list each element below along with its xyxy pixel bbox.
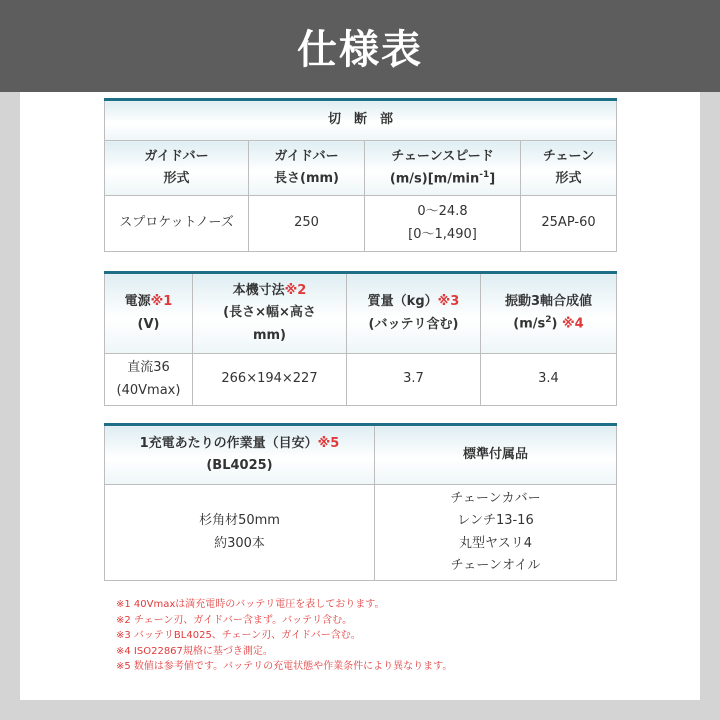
header-chain-type: チェーン 形式 xyxy=(521,141,617,196)
header-work-amount: 1充電あたりの作業量（目安）※5 (BL4025) xyxy=(105,425,375,485)
cell-accessories: チェーンカバー レンチ13-16 丸型ヤスリ4 チェーンオイル xyxy=(375,485,617,581)
page-header xyxy=(0,0,720,92)
cell-vibration: 3.4 xyxy=(481,354,617,406)
header-power: 電源※1 (V) xyxy=(105,273,193,354)
footnote-1: ※1 40Vmaxは満充電時のバッテリ電圧を表しております。 xyxy=(116,599,385,610)
work-table xyxy=(104,423,617,581)
header-chain-speed: チェーンスピード $(m/s)[m/\min^{-1}]$ xyxy=(365,141,521,196)
header-accessories: 標準付属品 xyxy=(375,425,617,485)
cutting-table xyxy=(104,98,617,252)
header-weight: 質量（kg）※3 (バッテリ含む) xyxy=(347,273,481,354)
cutting-section-title: 切 断 部 xyxy=(105,100,617,141)
footnote-3: ※3 バッテリBL4025、チェーン刃、ガイドバー含む。 xyxy=(116,630,361,641)
footnotes xyxy=(116,597,452,675)
cell-chain-type: 25AP-60 xyxy=(521,196,617,252)
footnote-5: ※5 数値は参考値です。バッテリの充電状態や作業条件により異なります。 xyxy=(116,661,453,672)
header-dimensions: 本機寸法※2 (長さ×幅×高さ mm) xyxy=(193,273,347,354)
cell-guide-bar-type: スプロケットノーズ xyxy=(105,196,249,252)
specs-table xyxy=(104,271,617,406)
footnote-2: ※2 チェーン刃、ガイドバー含まず。バッテリ含む。 xyxy=(116,614,353,626)
header-guide-bar-length: ガイドバー 長さ(mm) xyxy=(249,141,365,196)
header-vibration: 振動3軸合成値 $(m/s^2)$ ※4 xyxy=(481,273,617,354)
cell-guide-bar-length: 250 xyxy=(249,196,365,252)
cell-weight: 3.7 xyxy=(347,354,481,406)
cell-power: 直流36 (40Vmax) xyxy=(105,354,193,406)
spec-card xyxy=(20,92,700,700)
cell-chain-speed: 0〜24.8 [0〜1,490] xyxy=(365,196,521,252)
page-title: 仕様表 xyxy=(297,26,423,73)
footnote-4: ※4 ISO22867規格に基づき測定。 xyxy=(116,645,273,657)
cell-work-amount: 杉角材50mm 約300本 xyxy=(105,485,375,581)
cell-dimensions: 266×194×227 xyxy=(193,354,347,406)
header-guide-bar-type: ガイドバー 形式 xyxy=(105,141,249,196)
